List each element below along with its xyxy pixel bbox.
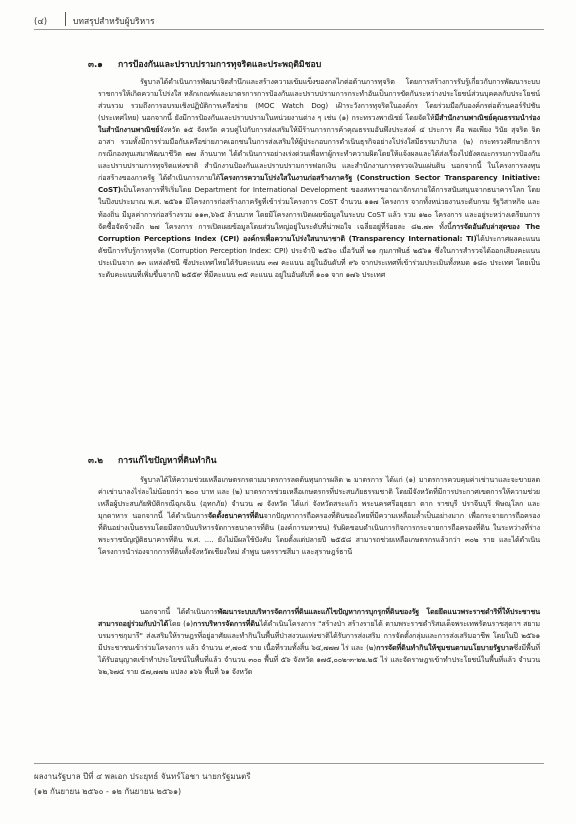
paragraph-emphasis: การบริหารจัดการที่ดิน <box>192 619 260 629</box>
paragraph-emphasis: มีสำนักงานพาณิชย์คุณธรรมนำร่องในสำนักงานพาณิชย์ <box>98 113 540 135</box>
section-title: การแก้ไขปัญหาที่ดินทำกิน <box>118 456 217 466</box>
header-divider <box>65 12 66 26</box>
paragraph-text: ได้ดำเนินโครงการ "สร้างป่า สร้างรายได้ ตามพระราชดำริสมเด็จพระเทพรัตนราชสุดาฯ สยามบรมราชกุมารี" ส่งเสริมให้ราษฎรที่อยู่อาศัยและทำกินในพื้นที่ป่าสงวนแห่งชาติได้รับการส่งเสริม การจัดตั้งกลุ่มและการส่งเสริมอาชีพ โดยในปี ๒๕๖๑ มีประชาชนเข้าร่วมโครงการ แล้ว จำนวน ๙,๗๐๕ ราย เนื้อที่รวมทั้งสิ้น ๖๔,๗๗๗ ไร่ และ (๒) <box>98 619 540 653</box>
paragraph-text: รัฐบาลได้ดำเนินการพัฒนาจิตสำนึกและสร้างความเข้มแข็งของกลไกต่อต้านการทุจริต โดยการสร้างการรับรู้เกี่ยวกับการพัฒนาระบบราชการให้เกิดความโปร่งใส หลักเกณฑ์และมาตรการการป้องกันและปราบปรามการกระทำอันเป็นการขัดกันระหว่างประโยชน์ส่วนบุคคลกับประโยชน์ส่วนรวม รวมถึงการอบรมเชิงปฏิบัติการเครือข่าย (MOC Watch Dog) เฝ้าระวังการทุจริตในองค์กร โดยร่วมมือกับองค์กรต่อต้านคอร์รัปชัน (ประเทศไทย) นอกจากนี้ ยังมีการป้องกันและปราบปรามในหน่วยงานต่าง ๆ เช่น (๑) กระทรวงพาณิชย์ โดยจัดให้ <box>98 77 540 123</box>
footer-date-range: (๑๒ กันยายน ๒๕๖๐ - ๑๒ กันยายน ๒๕๖๑) <box>34 787 182 796</box>
paragraph-text: รัฐบาลได้ให้ความช่วยเหลือเกษตรกรตามมาตรการลดต้นทุนการผลิต ๒ มาตรการ ได้แก่ (๑) มาตรการควบคุมค่าเช่านาและจะขายลดค่าเช่านาลงไร่ละไม่น้อยกว่า ๒๐๐ บาท และ (๒) มาตรการช่วยเหลือเกษตรกรที่ประสบภัยธรรมชาติ โดยมีจังหวัดที่มีการประกาศเขตการให้ความช่วยเหลือผู้ประสบภัยพิบัติกรณีฉุกเฉิน (อุทกภัย) จำนวน ๗ จังหวัด ได้แก่ จังหวัดสระแก้ว พระนครศรีอยุธยา ตาก ราชบุรี ปราจีนบุรี พิษณุโลก และมุกดาหาร นอกจากนี้ ได้ดำเนินการ <box>98 475 540 521</box>
section-title: การป้องกันและปราบปรามการทุจริตและประพฤติมิชอบ <box>118 60 322 70</box>
section-paragraph <box>98 76 540 281</box>
paragraph-text: เป็นโครงการที่ริเริ่มโดย Department for International Development ของสหราชอาณาจักรภายใต้การสนับสนุนจากธนาคารโลก โดยในปีงบประมาณ พ.ศ. ๒๕๖๑ มีโครงการก่อสร้างภาครัฐที่เข้าร่วมโครงการ CoST จำนวน ๑๑๗ โครงการ จากทั้งหน่วยงานระดับกรม รัฐวิสาหกิจ และท้องถิ่น มีมูลค่าการก่อสร้างรวม ๑๑๓,๖๖๕ ล้านบาท โดยมีโครงการเปิดเผยข้อมูลในระบบ CoST แล้ว รวม ๑๒๐ โครงการ และอยู่ระหว่างเตรียมการจัดซื้อจัดจ้างอีก ๒๗ โครงการ การเปิดเผยข้อมูลโดยส่วนใหญ่อยู่ในระดับที่น่าพอใจ เฉลี่ยอยู่ที่ร้อยละ ๘๒.๗๓ ทั้งนี้ <box>98 185 540 231</box>
paragraph-emphasis: พัฒนาระบบบริหารจัดการที่ดินและแก้ไขปัญหาการบุกรุกที่ดินของรัฐ โดยยึดแนวพระราชดำริที่ให้ประชาชนสามารถอยู่ร่วมกับป่าได้ <box>98 607 540 629</box>
paragraph-emphasis: จัดตั้งธนาคารที่ดิน <box>207 511 264 521</box>
paragraph-text: โดย (๑) <box>168 619 193 629</box>
section-paragraph <box>98 474 540 558</box>
footer-title: ผลงานรัฐบาล ปีที่ ๔ พลเอก ประยุทธ์ จันทร์โอชา นายกรัฐมนตรี <box>34 772 251 781</box>
paragraph-text: จังหวัด ๑๕ จังหวัด ควบคู่ไปกับการส่งเสริมให้มีร้านการการค้าคุณธรรมอันพึงประสงค์ ๔ ประการ คือ พอเพียง วินัย สุจริต จิตอาสา รวมทั้งมีการร่วมมือกับเครือข่ายภาคเอกชนในการส่งเสริมให้ผู้ประกอบการดำเนินธุรกิจอย่างโปร่งใสมีธรรมาภิบาล (๒) กระทรวงศึกษาธิการ กรณีกองทุนเสมาพัฒนาชีวิต ๗๗ ล้านบาท ได้ดำเนินการอย่างเร่งด่วนเพื่อหาผู้กระทำความผิดโดยให้แจ้งผลและได้ส่งเรื่องไปยังคณะกรรมการป้องกันและปราบปรามการทุจริตแห่งชาติ สำนักงานป้องกันและปราบปรามการฟอกเงิน และสำนักงานการตรวจเงินแผ่นดิน นอกจากนี้ ในโครงการลงทุนก่อสร้างของภาครัฐ ได้ดำเนินการภายใต้ <box>98 125 540 183</box>
page-number: (๔) <box>34 17 48 27</box>
paragraph-text: ได้ประกาศผลคะแนนดัชนีการรับรู้การทุจริต (Corruption Perception Index: CPI) ประจำปี ๒๕๖๐ เมื่อวันที่ ๒๑ กุมภาพันธ์ ๒๕๖๑ ซึ่งในการสำรวจได้ออกเสียงคะแนนประเมินจาก ๑๓ แหล่งดัชนี ซึ่งประเทศไทยได้รับคะแนน ๓๗ คะแนน อยู่ในอันดับที่ ๙๖ จากประเทศที่เข้าร่วมประเมินทั้งหมด ๑๘๐ ประเทศ โดยเป็นระดับคะแนนที่เพิ่มขึ้นจากปี ๒๕๕๙ ที่มีคะแนน ๓๕ คะแนน อยู่ในอันดับที่ ๑๐๑ จาก ๑๗๖ ประเทศ <box>98 233 540 279</box>
paragraph-text: จากปัญหาการถือครองที่ดินของไทยที่มีความเหลื่อมล้ำเป็นอย่างมาก เพื่อกระจายการถือครองที่ดินอย่างเป็นธรรมโดยมีสถาบันบริหารจัดการธนาคารที่ดิน (องค์การมหาชน) รับผิดชอบดำเนินการกิจการกระจายการถือครองที่ดิน ในระหว่างที่ร่างพระราชบัญญัติธนาคารที่ดิน พ.ศ. .... ยังไม่มีผลใช้บังคับ โดยตั้งแต่ปลายปี ๒๕๕๘ สามารถช่วยเหลือเกษตรกรแล้วกว่า ๓๐๒ ราย และได้ดำเนินโครงการนำร่องจากการที่ดินทั้งจังหวัดเชียงใหม่ ลำพูน นครราชสีมา และสุราษฎร์ธานี <box>98 511 540 557</box>
section-paragraph <box>98 606 540 678</box>
paragraph-text: นอกจากนี้ ได้ดำเนินการ <box>140 607 218 616</box>
footer-rule <box>34 763 544 764</box>
section-number: ๓.๒ <box>88 456 103 466</box>
paragraph-emphasis: การจัดที่ดินทำกินให้ชุมชนตามนโยบายรัฐบาล <box>376 643 514 653</box>
header-rule <box>34 29 544 30</box>
paragraph-text: ซึ่งมีพื้นที่ได้รับอนุญาตเข้าทำประโยชน์ในพื้นที่แล้ว จำนวน ๓๐๐ พื้นที่ ๕๖ จังหวัด ๑๗๕,๐๐๒-๓-๒๒.๒๕ ไร่ และจัดราษฎรเข้าทำประโยชน์ในพื้นที่แล้ว จำนวน ๖๒,๖๗๔ ราย ๕๗,๗๗๒ แปลง ๑๖๖ พื้นที่ ๖๑ จังหวัด <box>98 643 540 677</box>
paragraph-emphasis: โครงการความโปร่งใสในงานก่อสร้างภาครัฐ (Construction Sector Transparency Initiative: CoST) <box>98 173 540 195</box>
paragraph-emphasis: การจัดอันดับล่าสุดของ The Corruption Perceptions Index (CPI) องค์กรเพื่อความโปร่งใสนานาชาติ (Transparency International: TI) <box>98 221 540 243</box>
header-title: บทสรุปสำหรับผู้บริหาร <box>73 17 155 27</box>
section-number: ๓.๑ <box>88 60 103 70</box>
